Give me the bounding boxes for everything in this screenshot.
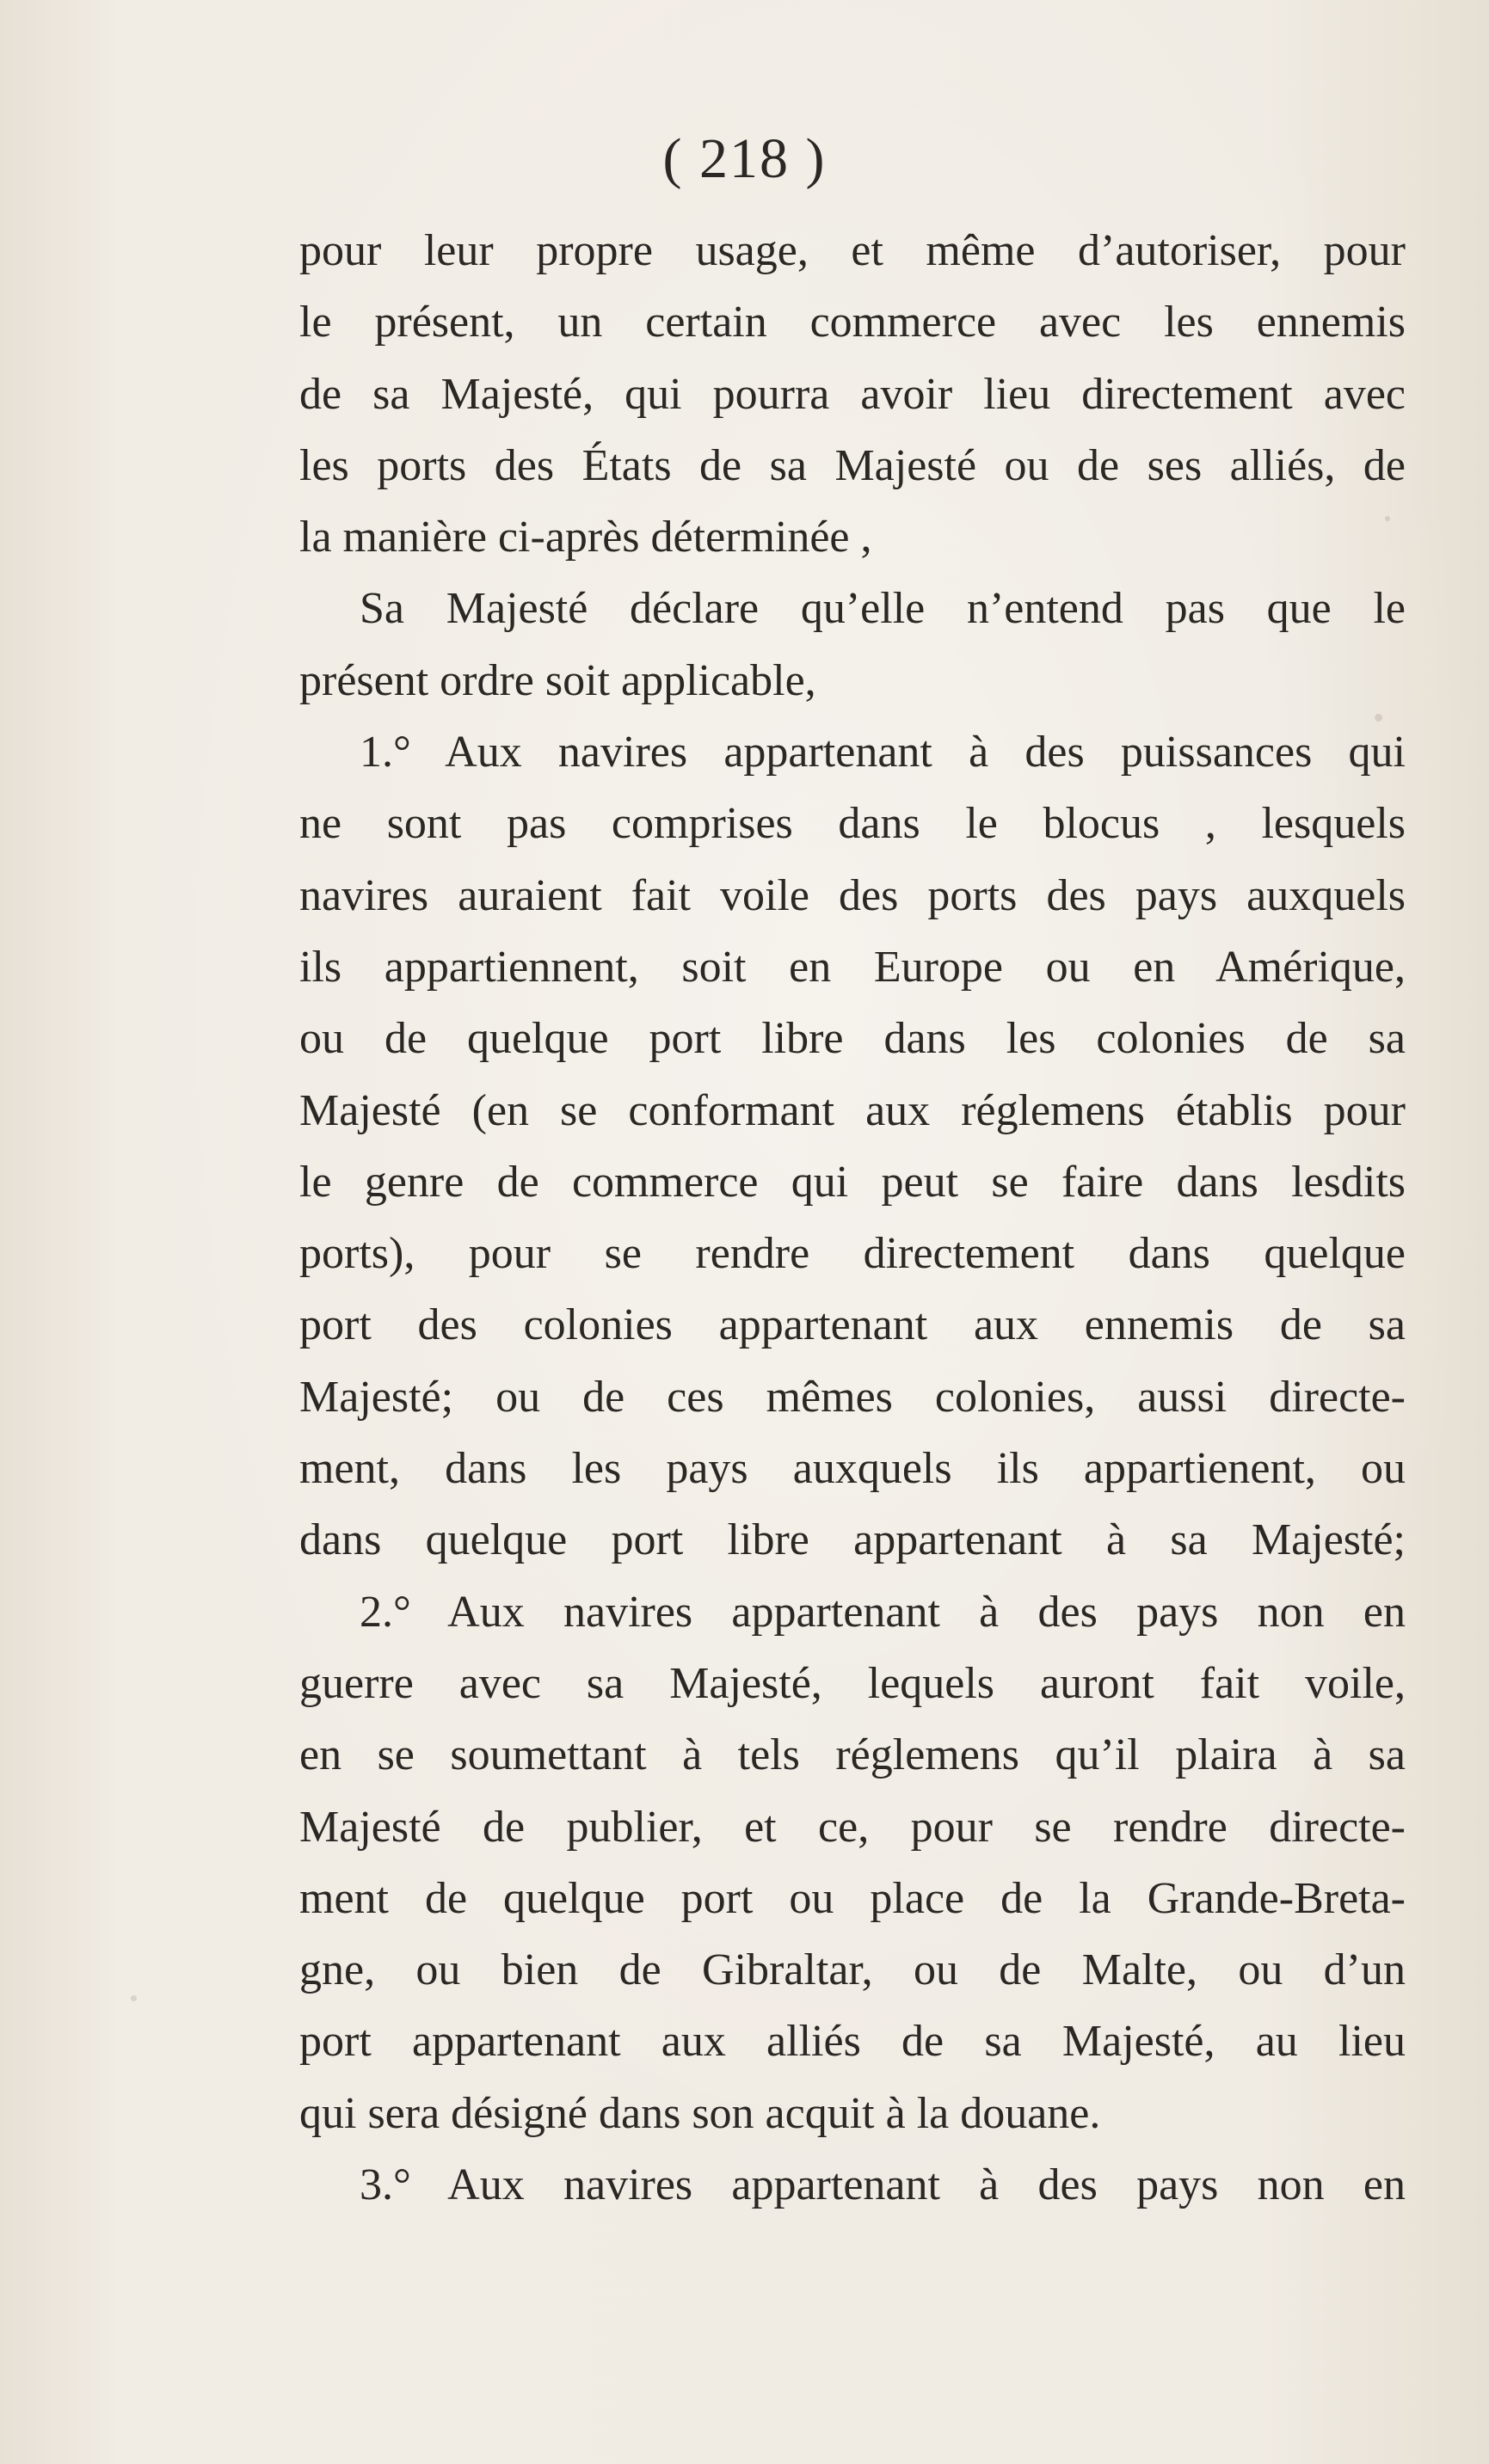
text-line: les ports des États de sa Majesté ou de ses alliés, de: [299, 440, 1406, 490]
text-line: 1.° Aux navires appartenant à des puissances qui: [360, 728, 1406, 777]
text-line: guerre avec sa Majesté, lequels auront fait voile,: [299, 1658, 1406, 1708]
text-line: présent ordre soit applicable,: [299, 655, 816, 705]
text-line: ne sont pas comprises dans le blocus , lesquels: [299, 799, 1406, 849]
text-line: ports), pour se rendre directement dans quelque: [299, 1229, 1406, 1279]
text-line: 3.° Aux navires appartenant à des pays non en: [360, 2160, 1406, 2210]
text-line: le genre de commerce qui peut se faire dans lesdits: [299, 1157, 1406, 1207]
text-line: pour leur propre usage, et même d’autoriser, pour: [299, 226, 1406, 275]
text-line: port appartenant aux alliés de sa Majesté, au lieu: [299, 2017, 1406, 2067]
text-line: ils appartiennent, soit en Europe ou en Amérique,: [299, 942, 1406, 992]
text-line: en se soumettant à tels réglemens qu’il plaira à sa: [299, 1730, 1406, 1780]
text-line: le présent, un certain commerce avec les ennemis: [299, 298, 1406, 347]
text-line: gne, ou bien de Gibraltar, ou de Malte, ou d’un: [299, 1945, 1406, 1995]
text-line: ou de quelque port libre dans les colonies de sa: [299, 1014, 1406, 1064]
body-text: [299, 215, 1406, 2221]
text-line: navires auraient fait voile des ports des pays auxquels: [299, 870, 1406, 920]
text-line: dans quelque port libre appartenant à sa Majesté;: [299, 1515, 1406, 1565]
text-line: qui sera désigné dans son acquit à la douane.: [299, 2088, 1101, 2138]
text-line: port des colonies appartenant aux ennemis de sa: [299, 1300, 1406, 1350]
paper-spot: [131, 1995, 137, 2001]
text-line: ment, dans les pays auxquels ils appartienent, ou: [299, 1444, 1406, 1494]
text-line: Majesté (en se conformant aux réglemens établis pour: [299, 1085, 1406, 1135]
text-line: Majesté; ou de ces mêmes colonies, aussi directe-: [299, 1372, 1406, 1422]
text-line: Sa Majesté déclare qu’elle n’entend pas que le: [360, 584, 1406, 634]
page-number: ( 218 ): [662, 127, 827, 190]
text-line: ment de quelque port ou place de la Grande-Breta-: [299, 1873, 1406, 1923]
text-line: 2.° Aux navires appartenant à des pays non en: [360, 1587, 1406, 1637]
text-line: de sa Majesté, qui pourra avoir lieu directement avec: [299, 369, 1406, 419]
text-line: la manière ci-après déterminée ,: [299, 513, 872, 562]
text-line: Majesté de publier, et ce, pour se rendre directe-: [299, 1802, 1406, 1852]
